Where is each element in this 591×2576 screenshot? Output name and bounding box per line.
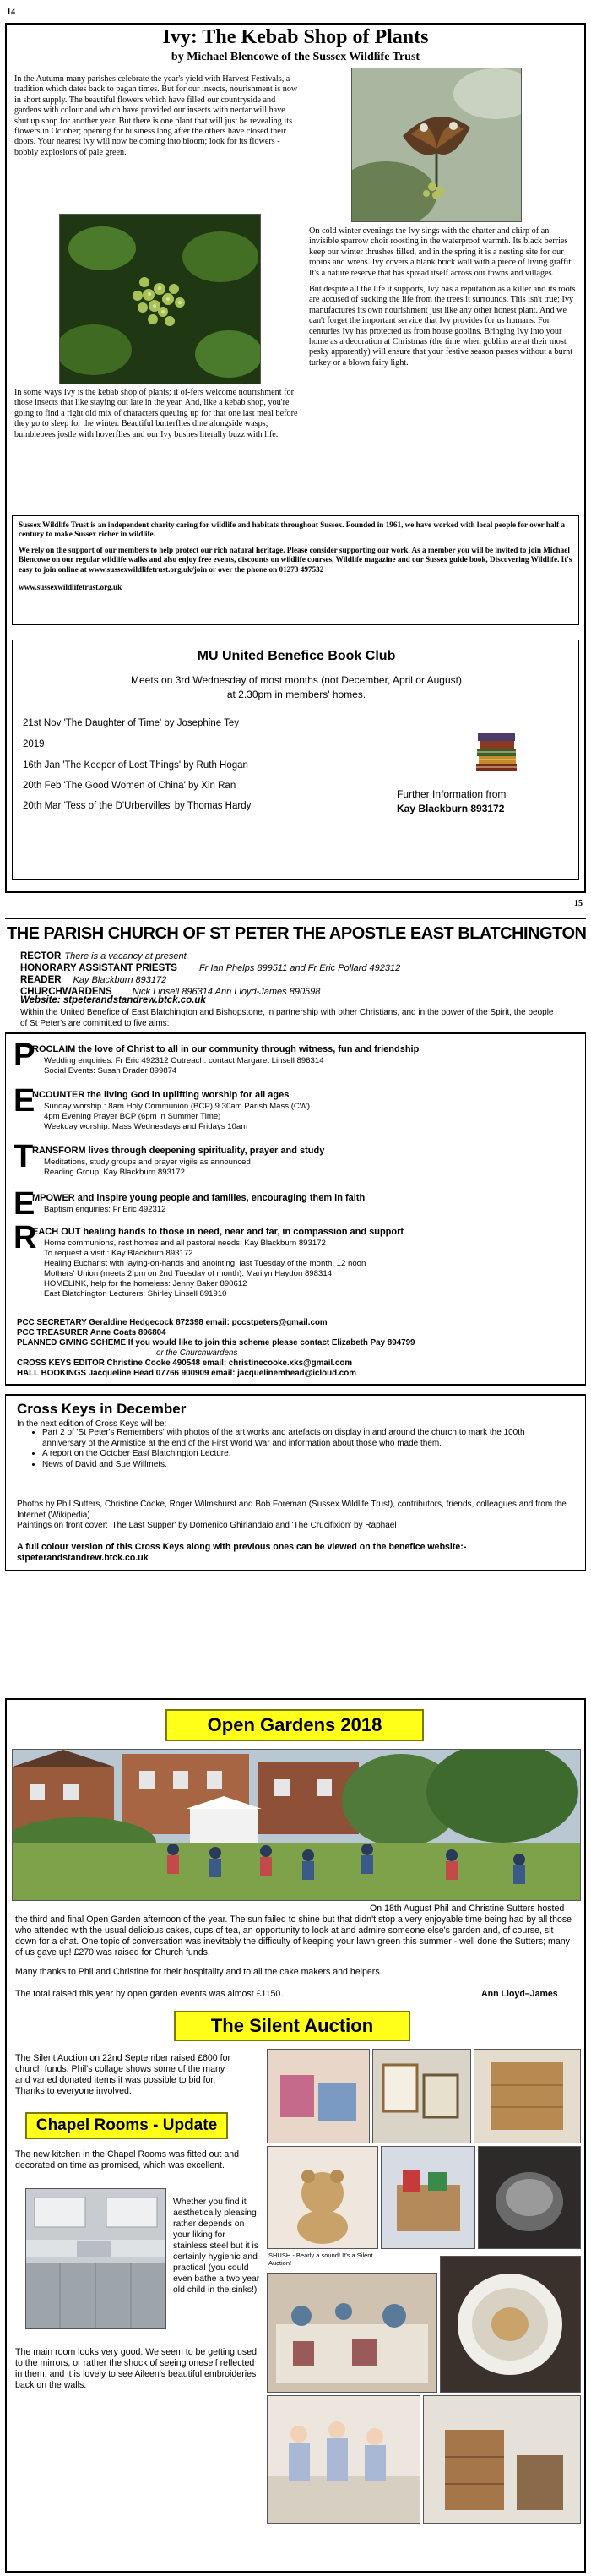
aim-detail: Baptism enquiries: Fr Eric 492312 — [44, 1205, 166, 1214]
church-heading: THE PARISH CHURCH OF ST PETER THE APOSTLE EAST BLATCHINGTON — [7, 924, 587, 943]
chapel-rooms-kitchen: Whether you find it aesthetically pleasing rather depends on your liking for stainless steel but it is certainly hygienic and practical (you could even bathe a two year old child in the sinks!) — [173, 2197, 260, 2295]
collage-photo-furniture — [423, 2395, 581, 2524]
paintings-credit: Paintings on front cover: 'The Last Supper' by Domenico Ghirlandaio and 'The Crucifixion' by Raphael — [17, 1521, 397, 1530]
pcc-treasurer: PCC TREASURER Anne Coats 896804 — [17, 1328, 166, 1337]
aim-detail: 4pm Evening Prayer BCP (6pm in Summer Time) — [44, 1112, 221, 1121]
aim-detail: Home communions, rest homes and all pastoral needs: Kay Blackburn 893172 — [44, 1239, 326, 1248]
article-paragraph: But despite all the life it supports, Ivy has a reputation as a killer and its roots are accused of sucking the life from the trees it surrounds. This isn't true; Ivy manufactures its own nourishment just like any other honest plant. And we can't forget the important service that Ivy provides for us humans. For centuries Ivy has protected us from house goblins. Bringing Ivy into your home as a decoration at Christmas (the time when goblins are at their most pesky apparently) will ensure that your festive season passes without a burnt turkey or a blown fairy light. — [309, 285, 576, 368]
cross-keys-editor: CROSS KEYS EDITOR Christine Cooke 490548 email: christinecooke.xks@gmail.com — [17, 1359, 353, 1368]
open-gardens-banner: Open Gardens 2018 — [165, 1709, 424, 1741]
swt-intro: Sussex Wildlife Trust is an independent charity caring for wildlife and habitats throughout Sussex. Founded in 1961, we have worked with local people for over half a century to make Sussex richer in wildlife. — [19, 520, 565, 539]
ivy-flowers-photo — [59, 214, 261, 384]
open-gardens-total: The total raised this year by open garden events was almost £1150. — [15, 1989, 284, 1999]
collage-photo-table — [267, 2273, 437, 2393]
reader-value: Kay Blackburn 893172 — [73, 975, 167, 985]
aim-detail: Sunday worship : 8am Holy Communion (BCP) 9.30am Parish Mass (CW) — [44, 1102, 311, 1111]
collage-photo-hamper — [381, 2146, 475, 2249]
aim-letter: R — [14, 1220, 37, 1255]
open-gardens-thanks: Many thanks to Phil and Christine for their hospitality and to all the cake makers and helpers. — [15, 1967, 382, 1977]
churchwardens-label: CHURCHWARDENS — [20, 987, 112, 997]
cross-keys-intro: In the next edition of Cross Keys will be: — [17, 1419, 167, 1429]
hall-bookings: HALL BOOKINGS Jacqueline Head 07766 900909 email: jacquelinemhead@icloud.com — [17, 1369, 356, 1378]
rector-value: There is a vacancy at present. — [64, 951, 189, 961]
aim-letter: P — [14, 1037, 35, 1073]
collage-photo-frames — [372, 2049, 471, 2143]
butterfly-on-ivy-photo — [351, 68, 522, 222]
open-gardens-text: On 18th August Phil and Christine Sutters hosted the third and final Open Garden afternoon of the year. The sun failed to shine but that didn't stop a very enjoyable time being had by all those who attended with the usual delicious cakes, cups of tea, an opportunity to look at and admire someone else's garden and, of course, sit down for a chat. One topic of conversation was inevitably the difficulty of keeping your lawn green this summer - well done the Sutters; many of us gave up! £270 was raised for Church funds. — [15, 1903, 572, 1958]
aim-heading: NCOUNTER the living God in uplifting worship for all ages — [32, 1090, 290, 1100]
collage-photo-dolls — [267, 2395, 420, 2524]
aim-letter: T — [14, 1139, 34, 1174]
article-paragraph: In some ways Ivy is the kebab shop of plants; it of-fers welcome nourishment for those insects that like staying out late in the year. And, like a kebab shop, you're going to find a right old mix of characters queuing up for that one last meal before they go to sleep for the winter. Beautiful butterflies dine alongside wasps; bumblebees jostle with hoverflies and our Ivy bushes literally buzz with life. — [14, 388, 298, 439]
church-website-link[interactable]: Website: stpeterandstandrew.btck.co.uk — [20, 995, 206, 1005]
rector-label: RECTOR — [20, 951, 62, 961]
aim-letter: E — [14, 1186, 35, 1222]
aim-proclaim — [14, 1037, 571, 1095]
page-number-15: 15 — [574, 899, 583, 908]
aim-detail: Meditations, study groups and prayer vigils as announced — [44, 1157, 251, 1167]
aim-detail: Weekday worship: Mass Wednesdays and Fridays 10am — [44, 1122, 248, 1131]
aim-detail: Social Events: Susan Drader 899874 — [44, 1066, 177, 1076]
article-paragraph: On cold winter evenings the Ivy sings with the chatter and chirp of an invisible sparrow choir roosting in the waterproof warmth. Its black berries keep our winter thrushes filled, and in the spring it is a nesting site for our robins and wrens. Ivy covers a blank brick wall with a piece of living graffiti. It's a nature reserve that has spread itself across our towns and villages. — [309, 226, 576, 278]
cross-keys-list — [29, 1428, 566, 1470]
chapel-rooms-banner: Chapel Rooms - Update — [25, 2112, 228, 2139]
aim-heading: EACH OUT healing hands to those in need, near and far, in compassion and support — [32, 1227, 404, 1237]
assistant-priests-value: Fr Ian Phelps 899511 and Fr Eric Pollard 492312 — [198, 963, 401, 973]
chapel-kitchen-photo — [25, 2188, 166, 2329]
chapel-rooms-main: The main room looks very good. We seem to be getting used to the mirrors, or rather the shock of seeing oneself reflected in them, and it is lovely to see Aileen's beautiful embroideries back on the walls. — [15, 2347, 257, 2390]
book-stack-icon — [473, 727, 520, 778]
aim-reach-out — [14, 1220, 571, 1303]
collage-photo-vase — [478, 2146, 581, 2249]
aim-detail: HOMELINK, help for the homeless: Jenny Baker 890612 — [44, 1279, 247, 1288]
article-paragraph: In the Autumn many parishes celebrate the year's yield with Harvest Festivals, a tradition which dates back to pagan times. But for our insects, nourishment is now in short supply. The beautiful flowers which have filled our countryside and gardens with colour and which have provided our insects with nectar will have shut up shop for another year. But there is one plant that will just be revealing its flowers in October; opening for business long after the others have closed their doors. Your nearest Ivy will now be coming into bloom; look for its flowers - bobbly explosions of pale green. — [14, 74, 298, 157]
aim-detail: Reading Group: Kay Blackburn 893172 — [44, 1168, 185, 1177]
collage-photo-plate — [440, 2256, 581, 2393]
aim-detail: Wedding enquiries: Fr Eric 492312 Outreach: contact Margaret Linsell 896314 — [44, 1056, 324, 1065]
page-15-rule — [5, 918, 586, 919]
open-gardens-author: Ann Lloyd–James — [481, 1989, 558, 1999]
article-title: Ivy: The Kebab Shop of Plants — [162, 26, 429, 48]
chapel-rooms-intro: The new kitchen in the Chapel Rooms was fitted out and decorated on time as promised, which was excellent. — [15, 2149, 239, 2170]
aim-detail: To request a visit : Kay Blackburn 893172 — [44, 1249, 193, 1258]
book-club-further: Further Information from — [397, 788, 507, 800]
cross-keys-item: • News of David and Sue Willmets. — [42, 1460, 566, 1471]
book-entry: 20th Feb 'The Good Women of China' by Xin Ran — [23, 781, 236, 791]
book-entry: 16th Jan 'The Keeper of Lost Things' by Ruth Hogan — [23, 760, 248, 771]
church-intro: Within the United Benefice of East Blatchington and Bishopstone, in partnership with other Christians, and in the power of the Spirit, the people of St Peter's are committed to five aims: — [20, 1008, 554, 1028]
aim-detail: East Blatchington Lecturers: Shirley Linsell 891910 — [44, 1289, 227, 1299]
full-colour-note: A full colour version of this Cross Keys along with previous ones can be viewed on the benefice website:- stpeterandstandrew.btck.co.uk — [17, 1542, 467, 1563]
silent-auction-banner: The Silent Auction — [174, 2011, 410, 2041]
book-club-time: at 2.30pm in members' homes. — [226, 689, 366, 700]
collage-photo-bear — [267, 2146, 378, 2249]
collage-photo-drawers — [474, 2049, 581, 2143]
book-entry: 21st Nov 'The Daughter of Time' by Josephine Tey — [23, 718, 240, 728]
aim-empower — [14, 1186, 571, 1223]
pcc-secretary: PCC SECRETARY Geraldine Hedgecock 872398 email: pccstpeters@gmail.com — [17, 1318, 328, 1327]
sussex-wildlife-trust-box — [12, 515, 579, 625]
aim-encounter — [14, 1083, 571, 1141]
cross-keys-item: • A report on the October East Blatchington Lecture. — [42, 1449, 566, 1460]
book-club-meets: Meets on 3rd Wednesday of most months (not December, April or August) — [131, 674, 462, 686]
planned-giving: PLANNED GIVING SCHEME If you would like to join this scheme please contact Elizabeth Pay 894799 — [17, 1338, 415, 1348]
page-number-14: 14 — [7, 8, 15, 17]
churchwardens-value: Nick Linsell 896314 Ann Lloyd-James 890598 — [132, 987, 321, 997]
open-garden-panorama-photo — [12, 1749, 581, 1901]
aim-detail: Mothers' Union (meets 2 pm on 2nd Tuesday of month): Marilyn Haydon 898314 — [44, 1269, 332, 1278]
article-byline: by Michael Blencowe of the Sussex Wildlife Trust — [171, 51, 420, 63]
silent-auction-text: The Silent Auction on 22nd September raised £600 for church funds. Phil's collage shows some of the many and varied donated items it was possible to bid for. Thanks to everyone involved. — [15, 2053, 231, 2096]
shush-caption: SHUSH - Bearly a sound! It's a Silent Auction! — [268, 2252, 373, 2267]
aim-heading: MPOWER and inspire young people and families, encouraging them in faith — [32, 1193, 366, 1203]
parish-contacts — [17, 1318, 574, 1379]
collage-photo-bags — [267, 2049, 370, 2143]
cross-keys-title: Cross Keys in December — [17, 1401, 187, 1417]
planned-giving-2: or the Churchwardens — [156, 1348, 238, 1358]
aim-letter: E — [14, 1083, 35, 1119]
reader-label: READER — [20, 975, 62, 985]
article-column-2 — [309, 226, 577, 374]
aim-heading: RANSFORM lives through deepening spirituality, prayer and study — [32, 1146, 325, 1156]
aim-detail: Healing Eucharist with laying-on-hands and anointing: last Tuesday of the month, 12 noon — [44, 1259, 366, 1268]
aim-heading: ROCLAIM the love of Christ to all in our community through witness, fun and friendship — [32, 1044, 420, 1054]
book-club-contact: Kay Blackburn 893172 — [397, 803, 505, 814]
book-club-box — [12, 640, 579, 880]
photos-credit: Photos by Phil Sutters, Christine Cooke, Roger Wilmshurst and Bob Foreman (Sussex Wildlife Trust), contributors, friends, colleagues and from the Internet (Wikipedia) — [17, 1500, 567, 1520]
cross-keys-item: • Part 2 of 'St Peter's Remembers' with photos of the art works and artefacts on display in and around the church to mark the 100th anniversary of the Armistice at the end of the First World War and information about those who made them. — [42, 1428, 566, 1449]
assistant-priests-label: HONORARY ASSISTANT PRIESTS — [20, 963, 177, 973]
article-column-1 — [14, 74, 298, 164]
book-entry: 20th Mar 'Tess of the D'Urbervilles' by Thomas Hardy — [23, 801, 252, 811]
auction-collage — [267, 2049, 579, 2556]
book-club-title: MU United Benefice Book Club — [197, 649, 396, 663]
aim-transform — [14, 1139, 571, 1188]
book-year: 2019 — [23, 739, 45, 749]
swt-website-link[interactable]: www.sussexwildlifetrust.org.uk — [19, 583, 122, 592]
swt-membership: We rely on the support of our members to help protect our rich natural heritage. Please consider supporting our work. As a member you will be invited to join Michael Blencowe on our regular wildlife walks and also enjoy free events, discounts on wildlife courses, Wildlife magazine and our Sussex guide book, Discovering Wildlife. It's easy to join online at www.sussexwildlifetrust.org.uk/join or over the phone on 01273 497532 — [19, 545, 572, 574]
article-column-1b — [14, 388, 298, 446]
